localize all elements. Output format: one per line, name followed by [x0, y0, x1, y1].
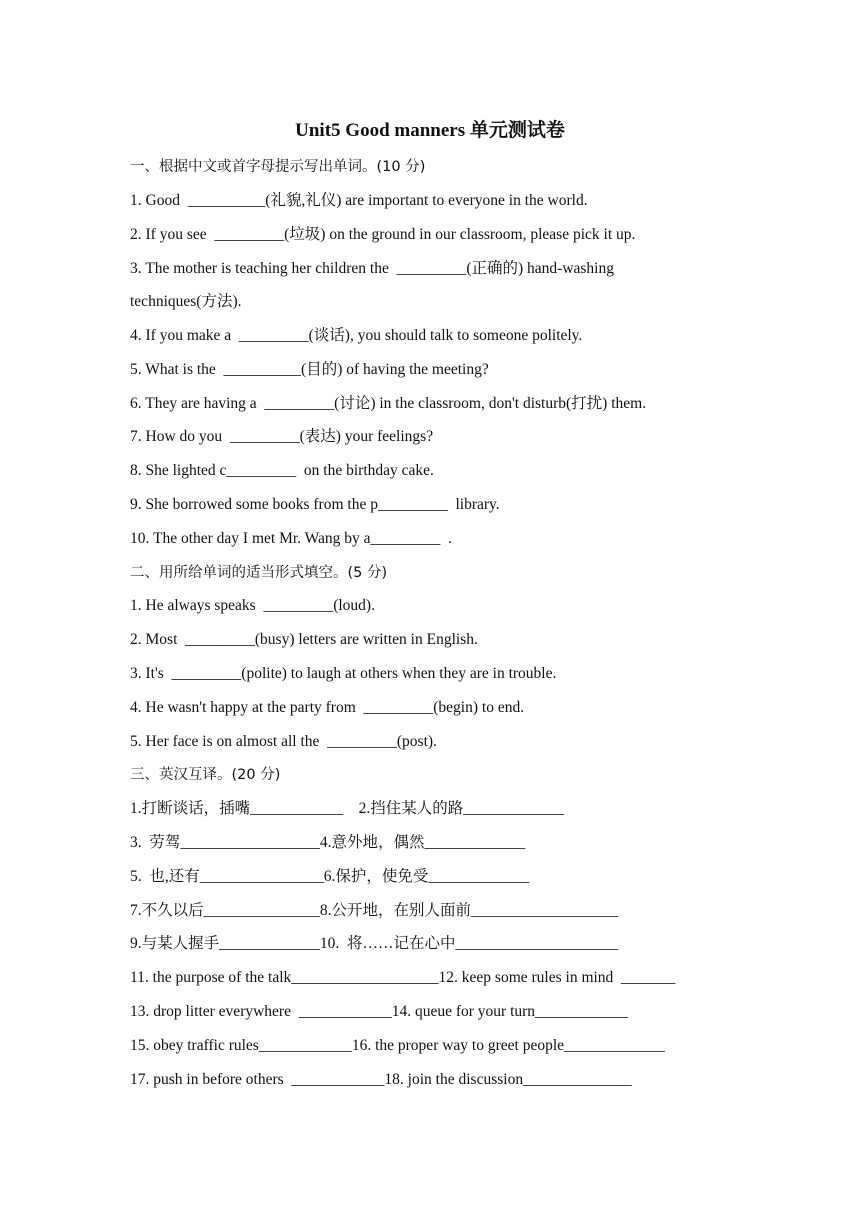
section1-item-6: 6. They are having a _________(讨论) in the classroom, don't disturb(打扰) them.: [130, 395, 647, 412]
section3-row-3: 5. 也,还有________________6.保护，使免受_____________: [130, 868, 530, 885]
section1-item-3: 3. The mother is teaching her children the _________(正确的) hand-washing: [130, 260, 614, 277]
section1-item-1: 1. Good __________(礼貌,礼仪) are important to everyone in the world.: [130, 192, 588, 209]
section1-heading: 一、根据中文或首字母提示写出单词。(10 分): [130, 159, 426, 175]
section3-heading: 三、英汉互译。(20 分): [130, 767, 281, 783]
section1-item-3-cont: techniques(方法).: [130, 293, 242, 310]
section1-item-7: 7. How do you _________(表达) your feelings?: [130, 428, 434, 445]
section3-row-7: 13. drop litter everywhere ____________14. queue for your turn____________: [130, 1003, 629, 1020]
section1-item-4: 4. If you make a _________(谈话), you should talk to someone politely.: [130, 327, 583, 344]
section1-item-5: 5. What is the __________(目的) of having the meeting?: [130, 361, 489, 378]
section3-row-4: 7.不久以后_______________8.公开地，在别人面前___________________: [130, 902, 619, 919]
section2-item-3: 3. It's _________(polite) to laugh at others when they are in trouble.: [130, 665, 557, 682]
section1-item-10: 10. The other day I met Mr. Wang by a_________ .: [130, 530, 452, 547]
section3-row-5: 9.与某人握手_____________10. 将……记在心中_____________________: [130, 935, 619, 952]
section3-row-8: 15. obey traffic rules____________16. the proper way to greet people_____________: [130, 1037, 665, 1054]
section3-row-9: 17. push in before others ____________18. join the discussion______________: [130, 1071, 632, 1088]
section2-item-5: 5. Her face is on almost all the _________(post).: [130, 733, 437, 750]
section1-item-8: 8. She lighted c_________ on the birthday cake.: [130, 462, 434, 479]
section2-item-2: 2. Most _________(busy) letters are written in English.: [130, 631, 478, 648]
page-title: Unit5 Good manners 单元测试卷: [295, 120, 565, 141]
section2-item-4: 4. He wasn't happy at the party from _________(begin) to end.: [130, 699, 525, 716]
section2-item-1: 1. He always speaks _________(loud).: [130, 597, 375, 614]
section1-item-2: 2. If you see _________(垃圾) on the ground in our classroom, please pick it up.: [130, 226, 636, 243]
section3-row-2: 3. 劳驾__________________4.意外地，偶然_____________: [130, 834, 526, 851]
section1-item-9: 9. She borrowed some books from the p_________ library.: [130, 496, 500, 513]
section2-heading: 二、用所给单词的适当形式填空。(5 分): [130, 565, 388, 581]
section3-row-1: 1.打断谈话，插嘴____________ 2.挡住某人的路_____________: [130, 800, 565, 817]
section3-row-6: 11. the purpose of the talk___________________12. keep some rules in mind _______: [130, 969, 676, 986]
